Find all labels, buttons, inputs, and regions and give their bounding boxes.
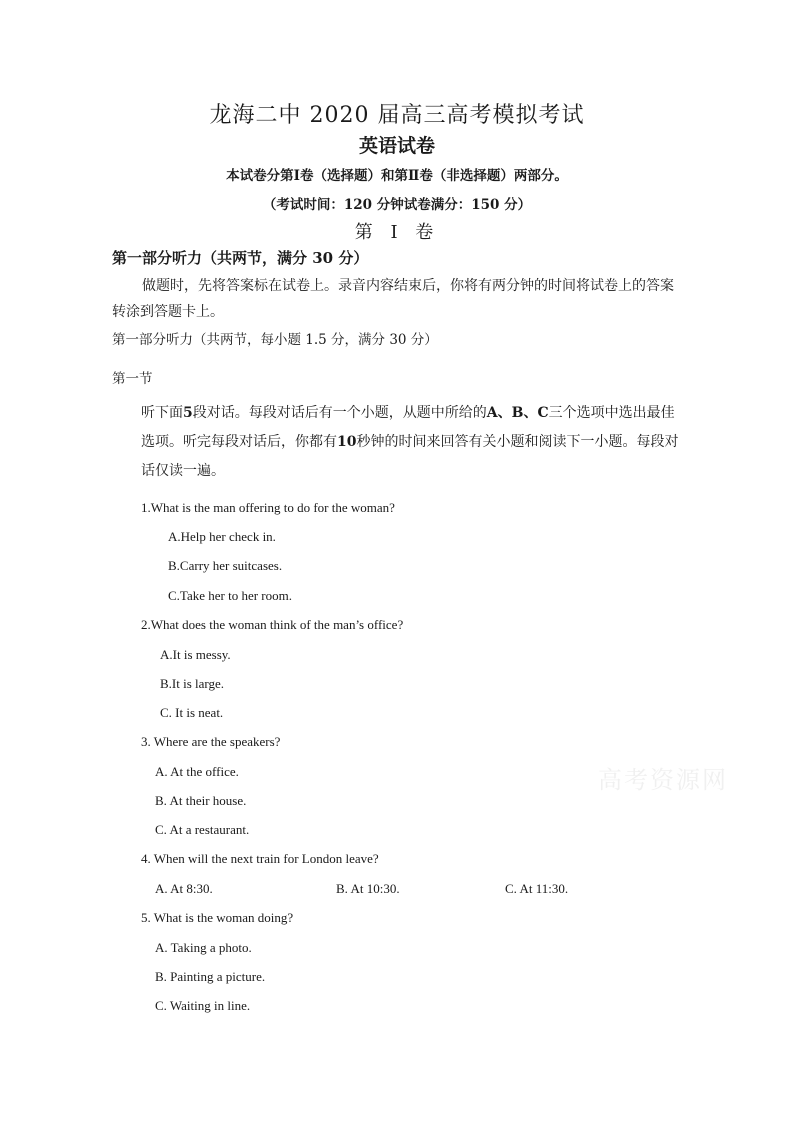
question-stem: 2.What does the woman think of the man’s office? — [141, 617, 404, 632]
part-one-instructions: 做题时，先将答案标在试卷上。录音内容结束后，你将有两分钟的时间将试卷上的答案转涂到答题卡上。 — [112, 278, 674, 320]
part-one-heading: 第一部分听力（共两节，满分 30 分） — [112, 249, 369, 267]
question-stem: 3. Where are the speakers? — [141, 734, 281, 749]
question-option: A. At 8:30. — [155, 881, 213, 896]
section-instructions — [141, 399, 684, 486]
question-option: A. Taking a photo. — [155, 940, 252, 955]
watermark-text: 高考资源网 — [598, 766, 728, 794]
instr-options: A、B、C — [486, 405, 549, 421]
question-option: A.It is messy. — [160, 647, 231, 662]
question-option: B. At their house. — [155, 793, 247, 808]
exam-title: 龙海二中 2020 届高三高考模拟考试 — [209, 103, 585, 128]
instr-seconds: 10 — [337, 434, 357, 450]
question-option: B.It is large. — [160, 676, 225, 691]
question-option: C. At 11:30. — [505, 881, 569, 896]
exam-time-note: （考试时间：120 分钟试卷满分：150 分） — [262, 197, 532, 213]
section-label: 第一节 — [112, 371, 153, 387]
question-option: B. At 10:30. — [336, 881, 400, 896]
volume-heading: 第 Ⅰ 卷 — [354, 222, 440, 243]
question-stem: 1.What is the man offering to do for the woman? — [141, 500, 395, 515]
question-option: A. At the office. — [155, 764, 239, 779]
question-option: B. Painting a picture. — [155, 969, 266, 984]
question-option: C. At a restaurant. — [155, 822, 250, 837]
instr-text-1: 听下面 — [141, 405, 183, 421]
question-option: C. Waiting in line. — [155, 998, 251, 1013]
exam-subject: 英语试卷 — [358, 135, 435, 157]
question-option: B.Carry her suitcases. — [168, 558, 283, 573]
part-one-subheading: 第一部分听力（共两节，每小题 1.5 分，满分 30 分） — [112, 332, 438, 348]
question-stem: 4. When will the next train for London leave? — [141, 851, 379, 866]
instr-dialogue-count: 5 — [183, 405, 193, 421]
instr-text-4: 秒钟的时间来回答有关小题和阅读下一小题。每段对话仅读一遍。 — [141, 434, 679, 479]
instr-text-2: 段对话。每段对话后有一个小题，从题中所给的 — [192, 405, 487, 421]
question-stem: 5. What is the woman doing? — [141, 910, 294, 925]
question-option: A.Help her check in. — [168, 529, 276, 544]
question-option: C. It is neat. — [160, 705, 224, 720]
instr-text-3: 三个选项中选出最佳选项。听完每段对话后，你都有 — [141, 405, 675, 450]
exam-structure-note: 本试卷分第Ⅰ卷（选择题）和第Ⅱ卷（非选择题）两部分。 — [226, 168, 568, 184]
question-option: C.Take her to her room. — [168, 588, 292, 603]
